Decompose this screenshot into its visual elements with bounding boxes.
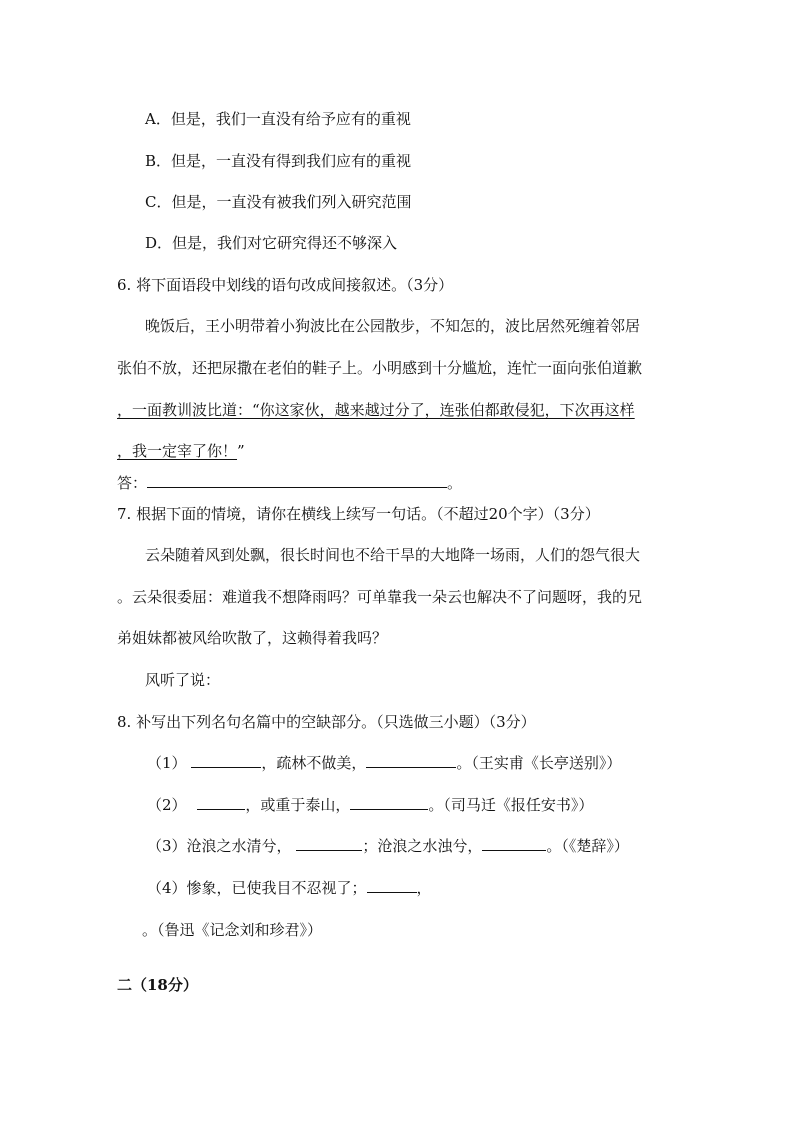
item-4-comma: ， <box>416 879 432 897</box>
item-3-blank-1[interactable] <box>296 836 362 851</box>
q8-item-2 <box>147 795 593 815</box>
item-1-number: （1） <box>147 754 187 772</box>
q6-passage-line-3: ，一面教训波比道：“你这家伙，越来越过分了，连张伯都敢侵犯，下次再这样 <box>117 401 635 419</box>
q8-item-3 <box>147 836 629 856</box>
q7-prompt: 风听了说： <box>145 671 221 689</box>
item-1-blank-2[interactable] <box>366 753 456 768</box>
q6-closing-quote: ” <box>237 442 245 460</box>
option-a: A．但是，我们一直没有给予应有的重视 <box>145 110 411 128</box>
q8-item-1 <box>147 753 621 773</box>
question-6: 6. 将下面语段中划线的语句改成间接叙述。（3分） <box>117 276 454 294</box>
q6-underlined-tail: ，我一定宰了你！ <box>117 442 238 460</box>
item-2-number: （2） <box>147 796 187 814</box>
answer-label: 答： <box>117 474 148 492</box>
answer-blank[interactable] <box>147 473 447 488</box>
q6-passage-line-2: 张伯不放，还把尿撒在老伯的鞋子上。小明感到十分尴尬，连忙一面向张伯道歉 <box>117 359 643 377</box>
item-1-text: ，疏林不做美， <box>261 754 367 772</box>
section-2-heading: 二（18分） <box>117 976 198 994</box>
item-2-blank-2[interactable] <box>350 795 428 810</box>
item-4-text: （4）惨象，已使我目不忍视了； <box>147 879 367 897</box>
option-d: D．但是，我们对它研究得还不够深入 <box>145 234 398 252</box>
option-c: C．但是，一直没有被我们列入研究范围 <box>145 193 412 211</box>
q7-passage-line-2: 。云朵很委屈：难道我不想降雨吗？可单靠我一朵云也解决不了问题呀，我的兄 <box>117 588 643 606</box>
item-1-blank-1[interactable] <box>191 753 261 768</box>
item-3-text-2: ；沧浪之水浊兮， <box>362 837 483 855</box>
q7-passage-line-3: 弟姐妹都被风给吹散了，这赖得着我吗？ <box>117 629 388 647</box>
q8-item-4 <box>147 878 432 898</box>
item-3-blank-2[interactable] <box>482 836 546 851</box>
item-2-text: ，或重于泰山， <box>245 796 351 814</box>
q6-passage-line-1: 晚饭后，王小明带着小狗波比在公园散步，不知怎的，波比居然死缠着邻居 <box>145 317 641 335</box>
item-2-blank-1[interactable] <box>197 795 245 810</box>
answer-end: 。 <box>447 474 463 492</box>
question-8: 8. 补写出下列名句名篇中的空缺部分。（只选做三小题）（3分） <box>117 713 536 731</box>
item-3-source: 。（《楚辞》） <box>546 837 629 855</box>
item-2-source: 。（司马迁《报任安书》） <box>428 796 594 814</box>
q7-passage-line-1: 云朵随着风到处飘，很长时间也不给干旱的大地降一场雨，人们的怨气很大 <box>145 546 641 564</box>
question-7: 7. 根据下面的情境，请你在横线上续写一句话。（不超过20个字）（3分） <box>117 505 600 523</box>
q8-item-4-cont: 。（鲁迅《记念刘和珍君》） <box>142 921 323 939</box>
item-1-source: 。（王实甫《长亭送别》） <box>456 754 622 772</box>
item-3-text-1: （3）沧浪之水清兮， <box>147 837 292 855</box>
option-b: B．但是，一直没有得到我们应有的重视 <box>145 152 412 170</box>
q6-answer-line <box>117 473 462 493</box>
q6-passage-line-4 <box>117 441 245 461</box>
item-4-blank[interactable] <box>367 878 417 893</box>
